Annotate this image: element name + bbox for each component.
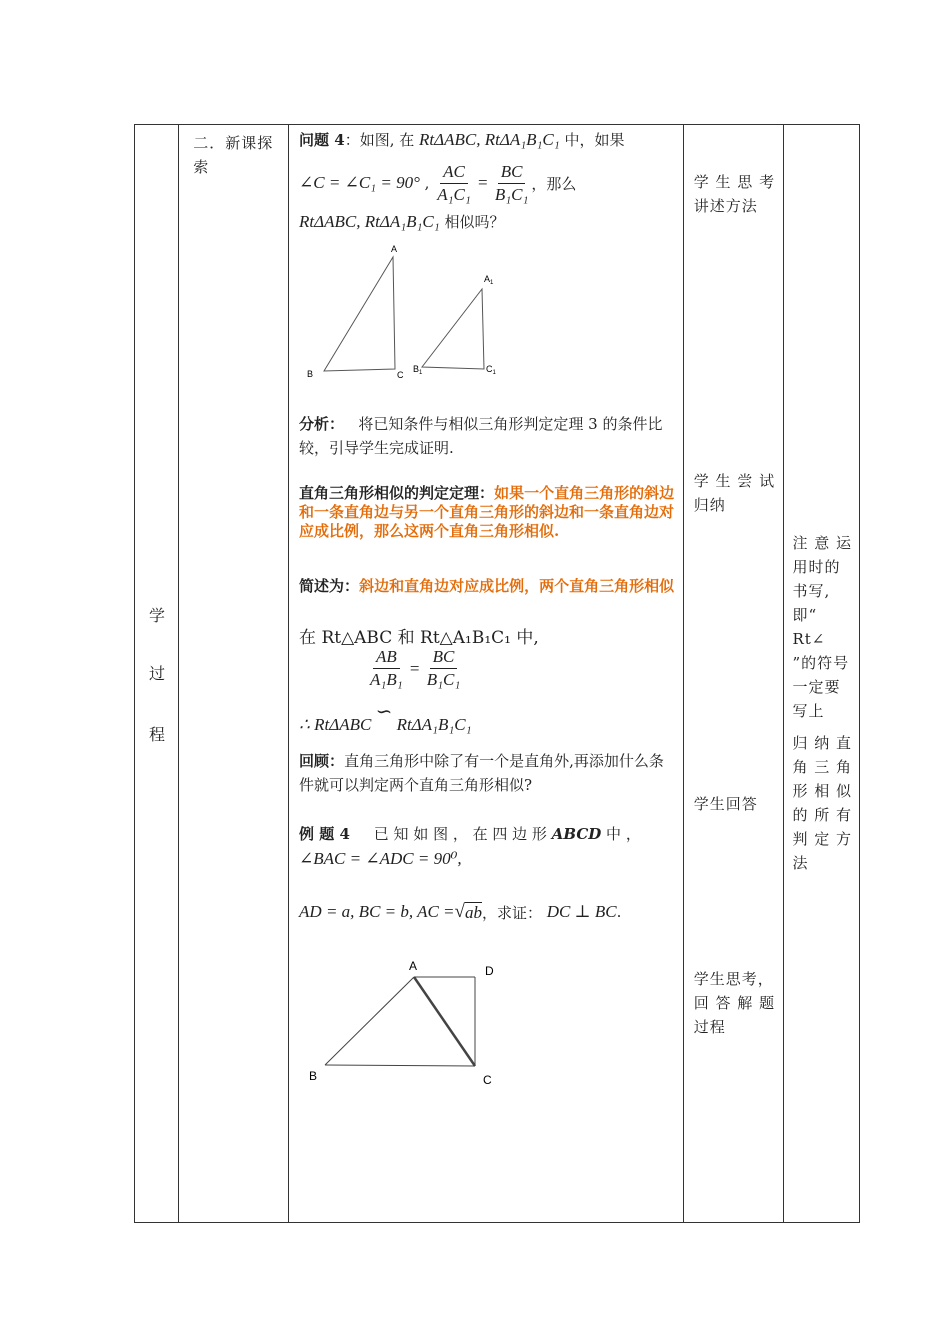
summary-label: 简述为： xyxy=(299,577,360,595)
problem4-line2: ∠C = ∠C₁ = 90° , $\frac{AC}{\text{A₁C₁}}$ = $\frac{BC}{\text{B₁C₁}}$ ，那么 xyxy=(299,161,577,204)
example4-angles: ∠BAC = ∠ADC = 90⁰, xyxy=(299,849,462,868)
proof-therefore-right: RtΔA₁B₁C₁ xyxy=(396,715,472,734)
problem4-label: 问题 4 xyxy=(299,131,345,149)
notes-cell xyxy=(784,125,860,1223)
fig1-label-b: B xyxy=(307,369,314,379)
problem4-question: 相似吗？ xyxy=(444,213,505,231)
student-activity-cell xyxy=(683,125,784,1223)
example4-prove-label: ，求证： xyxy=(481,903,542,922)
triangle-abc xyxy=(324,257,395,371)
student-think: 学 生 思 考讲述方法 xyxy=(693,173,776,215)
analysis-label: 分析： xyxy=(299,415,345,433)
problem4-angle-condition: ∠C = ∠C₁ = 90° xyxy=(299,173,420,192)
fig2-label-b: B xyxy=(309,1069,318,1083)
fig2-label-a: A xyxy=(409,959,418,973)
review-paragraph xyxy=(299,749,677,797)
segment-ba xyxy=(325,977,414,1065)
review-label: 回顾： xyxy=(299,752,345,770)
step-cell xyxy=(179,125,289,1223)
proof-ratio-bc-num: BC xyxy=(430,647,458,669)
ratio-bc-num: BC xyxy=(498,162,526,184)
proof-ratio-bc xyxy=(424,647,464,690)
fig1-label-b1: $B_1$ xyxy=(413,364,423,376)
segment-bc xyxy=(325,1065,475,1066)
proof-given: 在 Rt△ABC 和 Rt△A₁B₁C₁ 中, xyxy=(299,628,539,648)
student-try: 学 生 尝 试归纳 xyxy=(693,472,776,514)
ratio-bc-den: B₁C₁ xyxy=(494,184,529,204)
summary-text: 斜边和直角边对应成比例，两个直角三角形相似 xyxy=(359,577,675,595)
example4-prove: DC ⊥ BC xyxy=(546,902,617,921)
problem4-question-triangles: RtΔABC, RtΔA₁B₁C₁ xyxy=(299,212,440,231)
example4-label: 例 题 4 xyxy=(299,825,350,843)
fig1-label-a: A xyxy=(391,244,398,254)
segment-ac xyxy=(414,977,475,1066)
example4-conditions: AD = a, BC = b, AC = xyxy=(299,902,455,921)
example4-conditions-line: AD = a, BC = b, AC = √ ab ，求证： DC ⊥ BC . xyxy=(299,901,622,922)
note-notation: 注 意 运用时的书写,即“ Rt∠ ”的符号一定要写上 xyxy=(792,534,852,720)
student-solve: 学生思考，回 答 解 题过程 xyxy=(693,970,776,1036)
fig1-label-c: C xyxy=(397,370,404,380)
theorem-label: 直角三角形相似的判定定理： xyxy=(299,484,495,502)
ratio-ac xyxy=(434,162,474,205)
analysis-text: 将已知条件与相似三角形判定定理 3 的条件比较，引导学生完成证明. xyxy=(299,415,663,457)
phase-char-1: 学 xyxy=(148,606,165,625)
triangle-a1b1c1 xyxy=(422,289,484,369)
proof-therefore: ∴ RtΔABC xyxy=(299,715,372,734)
example4-text-b: 中 ， xyxy=(606,825,641,843)
phase-char-2: 过 xyxy=(148,664,165,683)
proof-ratio-ab xyxy=(367,647,406,690)
theorem-paragraph xyxy=(299,484,677,541)
example4-text-a: 已 知 如 图 ， 在 四 边 形 xyxy=(373,825,547,843)
proof-ratio: $\frac{AB}{\text{A₁B₁}}$ = $\frac{BC}{\text{B₁C₁}}$ xyxy=(367,647,463,690)
example4-period: . xyxy=(616,903,622,921)
theorem-text: 如果一个直角三角形的斜边和一条直角边与另一个直角三角形的斜边和一条直角边对应成比例，那么这两个直角三角形相似. xyxy=(299,484,675,540)
phase-char-3: 程 xyxy=(148,725,165,744)
fig2-label-c: C xyxy=(483,1073,492,1087)
example4-quad: ABCD xyxy=(551,825,602,843)
similar-symbol: ∽ xyxy=(375,701,393,723)
student-answer: 学生回答 xyxy=(693,795,758,813)
problem4-line3 xyxy=(299,211,504,232)
summary-paragraph xyxy=(299,574,677,598)
figure-two-right-triangles xyxy=(299,237,529,387)
problem4-then: ，那么 xyxy=(531,174,577,193)
problem4-ask: 中，如果 xyxy=(564,131,625,149)
step-label: 二．新课探索 xyxy=(193,134,274,176)
example4-sqrt: ab xyxy=(464,902,482,922)
ratio-ac-den: A₁C₁ xyxy=(437,184,471,204)
ratio-bc xyxy=(492,162,532,205)
review-text: 直角三角形中除了有一个是直角外,再添加什么条件就可以判定两个直角三角形相似? xyxy=(299,752,664,794)
problem4-triangles: RtΔABC, RtΔA₁B₁C₁ xyxy=(419,130,560,149)
problem4-line1 xyxy=(299,129,624,150)
phase-cell xyxy=(135,125,179,1223)
problem4-intro: ：如图, 在 xyxy=(344,131,415,149)
analysis-paragraph xyxy=(299,412,677,460)
content-cell xyxy=(289,125,684,1223)
lesson-plan-table xyxy=(134,124,860,1223)
figure-quadrilateral-abcd xyxy=(299,951,519,1091)
note-summary: 归 纳 直角 三 角形 相 似的 所 有判 定 方法 xyxy=(792,734,852,872)
example4-line1 xyxy=(299,823,641,844)
proof-ratio-ab-num: AB xyxy=(373,647,400,669)
proof-ratio-ab-den: A₁B₁ xyxy=(370,670,403,689)
ratio-ac-num: AC xyxy=(440,162,468,184)
fig1-label-c1: $C_1$ xyxy=(486,364,496,376)
proof-ratio-bc-den: B₁C₁ xyxy=(426,670,461,689)
fig1-label-a1: $A_1$ xyxy=(484,274,494,286)
proof-conclusion xyxy=(299,701,472,736)
fig2-label-d: D xyxy=(485,964,494,978)
